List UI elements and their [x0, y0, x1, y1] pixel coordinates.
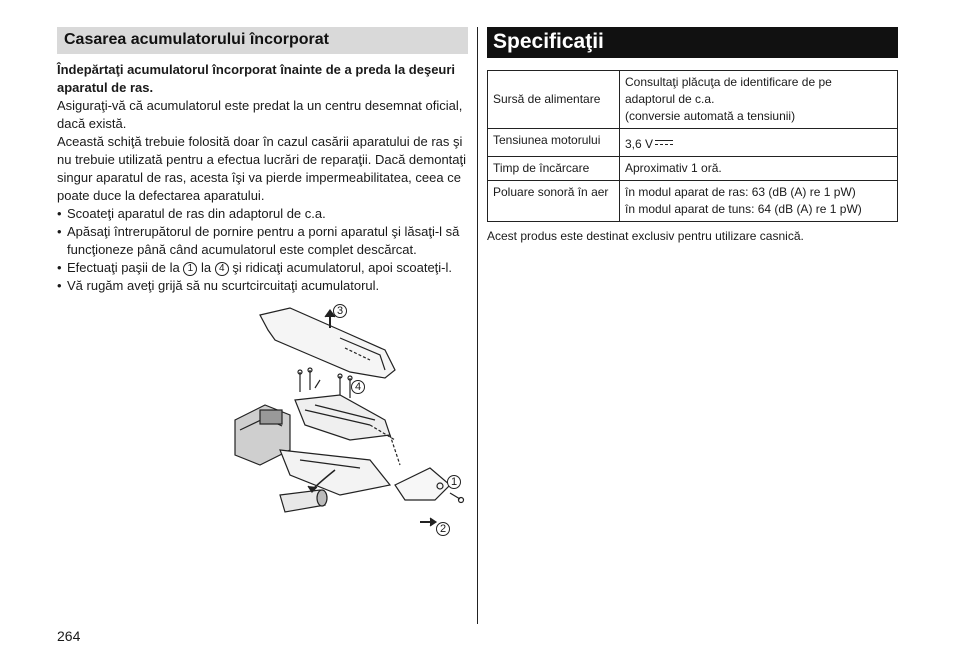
spec-value: Aproximativ 1 oră. [620, 157, 898, 181]
dc-current-icon [655, 139, 673, 147]
table-row [488, 157, 898, 181]
callout-step-3: 3 [333, 304, 347, 318]
instruction-item: • Apăsaţi întrerupătorul de pornire pentru a porni aparatul şi lăsaţi-l să funcţioneze până când acumulatorul este complet descărcat. [57, 223, 468, 259]
paragraph-disposal-center: Asiguraţi-vă că acumulatorul este predat la un centru desemnat oficial, dacă există. [57, 98, 463, 131]
table-row [488, 181, 898, 222]
page-number: 264 [57, 628, 81, 644]
paragraph-diagram-note: Această schiţă trebuie folosită doar în cazul casării aparatului de ras şi nu trebuie utilizată pentru a efectua lucrări de reparaţii. Dacă demontaţi singur aparatul de ras, acesta îşi va pierde impermeabilitatea, ceea ce poate duce la defectarea aparatului. [57, 134, 467, 203]
instruction-list [57, 205, 468, 295]
spec-label: Poluare sonoră în aer [488, 181, 620, 222]
spec-value [620, 71, 898, 129]
spec-label: Timp de încărcare [488, 157, 620, 181]
spec-value-line: adaptorul de c.a. [625, 92, 715, 106]
instruction-item: • Scoateţi aparatul de ras din adaptorul de c.a. [57, 205, 468, 223]
step-number-badge: 1 [183, 262, 197, 276]
callout-step-1: 1 [447, 475, 461, 489]
callout-step-4: 4 [351, 380, 365, 394]
spec-value-line: (conversie automată a tensiunii) [625, 109, 796, 123]
spec-label: Tensiunea motorului [488, 129, 620, 157]
step-number-badge: 4 [215, 262, 229, 276]
disassembly-illustration [220, 300, 470, 535]
instruction-item: • Vă rugăm aveţi grijă să nu scurtcircuitaţi acumulatorul. [57, 277, 468, 295]
spec-value-line: în modul aparat de tuns: 64 (dB (A) re 1 pW) [625, 202, 862, 216]
spec-value [620, 129, 898, 157]
table-row [488, 129, 898, 157]
instruction-text: la [200, 260, 212, 275]
column-divider [477, 27, 478, 624]
spec-value-line: în modul aparat de ras: 63 (dB (A) re 1 pW) [625, 185, 856, 199]
battery-removal-section [57, 27, 468, 295]
specifications-section [487, 27, 898, 245]
section-heading: Casarea acumulatorului încorporat [57, 27, 468, 54]
spec-label: Sursă de alimentare [488, 71, 620, 129]
callout-step-2: 2 [436, 522, 450, 536]
intro-warning: Îndepărtaţi acumulatorul încorporat înainte de a preda la deşeuri aparatul de ras. [57, 62, 456, 95]
specifications-table [487, 70, 898, 222]
instruction-text: Efectuaţi paşii de la [67, 260, 180, 275]
shaver-disassembly-drawing [220, 300, 470, 535]
spec-value [620, 181, 898, 222]
household-use-note: Acest produs este destinat exclusiv pentru utilizare casnică. [487, 229, 804, 243]
specifications-heading: Specificaţii [487, 27, 898, 58]
instruction-item [57, 259, 468, 277]
spec-value-text: 3,6 V [625, 137, 654, 151]
spec-value-line: Consultaţi plăcuţa de identificare de pe [625, 75, 832, 89]
table-row [488, 71, 898, 129]
instruction-text: şi ridicaţi acumulatorul, apoi scoateţi-l. [232, 260, 453, 275]
